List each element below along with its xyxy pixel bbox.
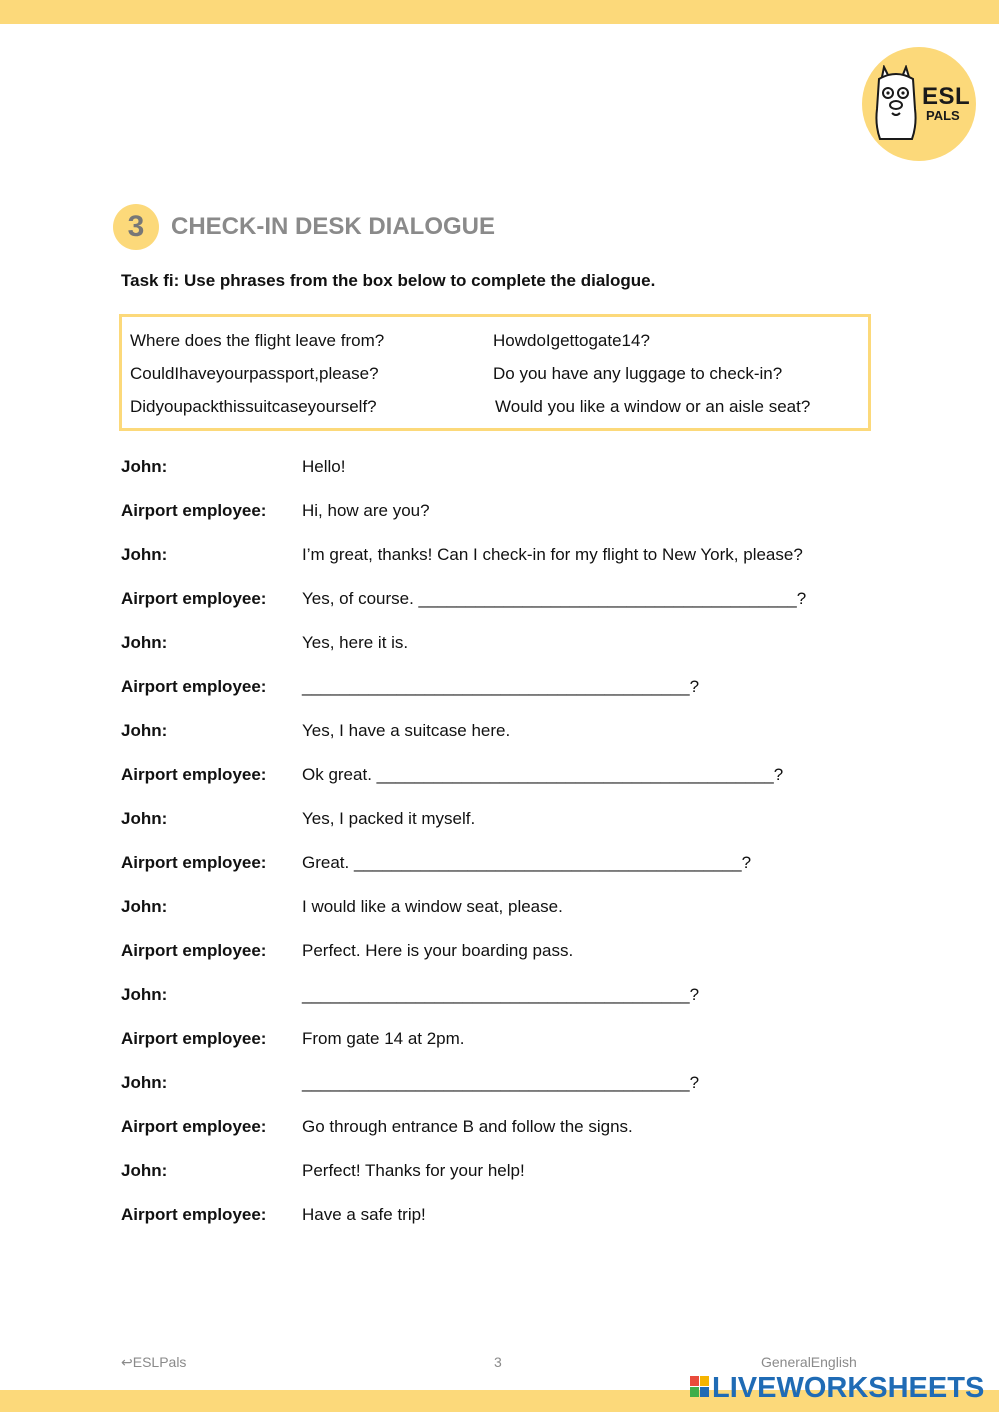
section-title: CHECK-IN DESK DIALOGUE bbox=[171, 213, 496, 240]
speaker-label: Airport employee: bbox=[121, 853, 267, 872]
speaker-label: John: bbox=[121, 1073, 168, 1092]
speaker-label: Airport employee: bbox=[121, 941, 267, 960]
speaker-label: John: bbox=[121, 1161, 168, 1180]
speaker-label: Airport employee: bbox=[121, 765, 267, 784]
phrase-item: HowdoIgettogate14? bbox=[493, 331, 650, 350]
dialogue-line: Perfect. Here is your boarding pass. bbox=[302, 941, 574, 960]
speaker-label: John: bbox=[121, 721, 168, 740]
section-number-badge: 3 bbox=[113, 204, 159, 250]
footer-brand bbox=[121, 1354, 186, 1371]
esl-pals-logo bbox=[862, 47, 976, 161]
speaker-label: Airport employee: bbox=[121, 677, 267, 696]
dialogue-line: Hi, how are you? bbox=[302, 501, 430, 520]
dialogue-blank-line[interactable]: Yes, of course. ________________________________________? bbox=[302, 589, 807, 608]
dialogue-line: Have a safe trip! bbox=[302, 1205, 426, 1224]
dialogue-blank-line[interactable]: _________________________________________? bbox=[302, 677, 700, 696]
speaker-label: John: bbox=[121, 985, 168, 1004]
speaker-label: John: bbox=[121, 633, 168, 652]
dialogue-line: Yes, I have a suitcase here. bbox=[302, 721, 511, 740]
dialogue-line: Go through entrance B and follow the signs. bbox=[302, 1117, 633, 1136]
llama-icon bbox=[872, 65, 920, 143]
dialogue-line: Yes, here it is. bbox=[302, 633, 409, 652]
speaker-label: Airport employee: bbox=[121, 1117, 267, 1136]
dialogue-line: Yes, I packed it myself. bbox=[302, 809, 476, 828]
dialogue-line: Hello! bbox=[302, 457, 346, 476]
liveworksheets-icon bbox=[690, 1376, 710, 1398]
footer-course: GeneralEnglish bbox=[761, 1354, 857, 1370]
phrase-item: Do you have any luggage to check-in? bbox=[493, 364, 783, 383]
speaker-label: John: bbox=[121, 457, 168, 476]
dialogue-blank-line[interactable]: Ok great. __________________________________________? bbox=[302, 765, 784, 784]
dialogue-line: I would like a window seat, please. bbox=[302, 897, 563, 916]
footer-brand-text: ESLPals bbox=[132, 1354, 187, 1370]
speaker-label: John: bbox=[121, 809, 168, 828]
dialogue-blank-line[interactable]: _________________________________________? bbox=[302, 1073, 700, 1092]
speaker-label: John: bbox=[121, 897, 168, 916]
phrase-item: CouldIhaveyourpassport,please? bbox=[130, 364, 379, 383]
dialogue-line: From gate 14 at 2pm. bbox=[302, 1029, 465, 1048]
liveworksheets-text: LIVEWORKSHEETS bbox=[712, 1372, 985, 1404]
phrase-item: Didyoupackthissuitcaseyourself? bbox=[130, 397, 377, 416]
task-instruction: Task fi: Use phrases from the box below to complete the dialogue. bbox=[121, 271, 656, 290]
speaker-label: Airport employee: bbox=[121, 1029, 267, 1048]
leaf-icon: ↩ bbox=[121, 1354, 133, 1370]
phrase-box bbox=[119, 314, 871, 431]
dialogue-line: Perfect! Thanks for your help! bbox=[302, 1161, 525, 1180]
top-accent-bar bbox=[0, 0, 999, 24]
dialogue-line: I’m great, thanks! Can I check-in for my flight to New York, please? bbox=[302, 545, 803, 564]
page-number: 3 bbox=[494, 1354, 502, 1370]
phrase-item: Would you like a window or an aisle seat? bbox=[495, 397, 811, 416]
speaker-label: Airport employee: bbox=[121, 589, 267, 608]
speaker-label: Airport employee: bbox=[121, 501, 267, 520]
logo-text-esl: ESL bbox=[922, 83, 971, 110]
dialogue-blank-line[interactable]: Great. _________________________________________? bbox=[302, 853, 752, 872]
speaker-label: Airport employee: bbox=[121, 1205, 267, 1224]
phrase-item: Where does the flight leave from? bbox=[130, 331, 385, 350]
logo-text-pals: PALS bbox=[926, 108, 960, 123]
speaker-label: John: bbox=[121, 545, 168, 564]
dialogue-blank-line[interactable]: _________________________________________? bbox=[302, 985, 700, 1004]
